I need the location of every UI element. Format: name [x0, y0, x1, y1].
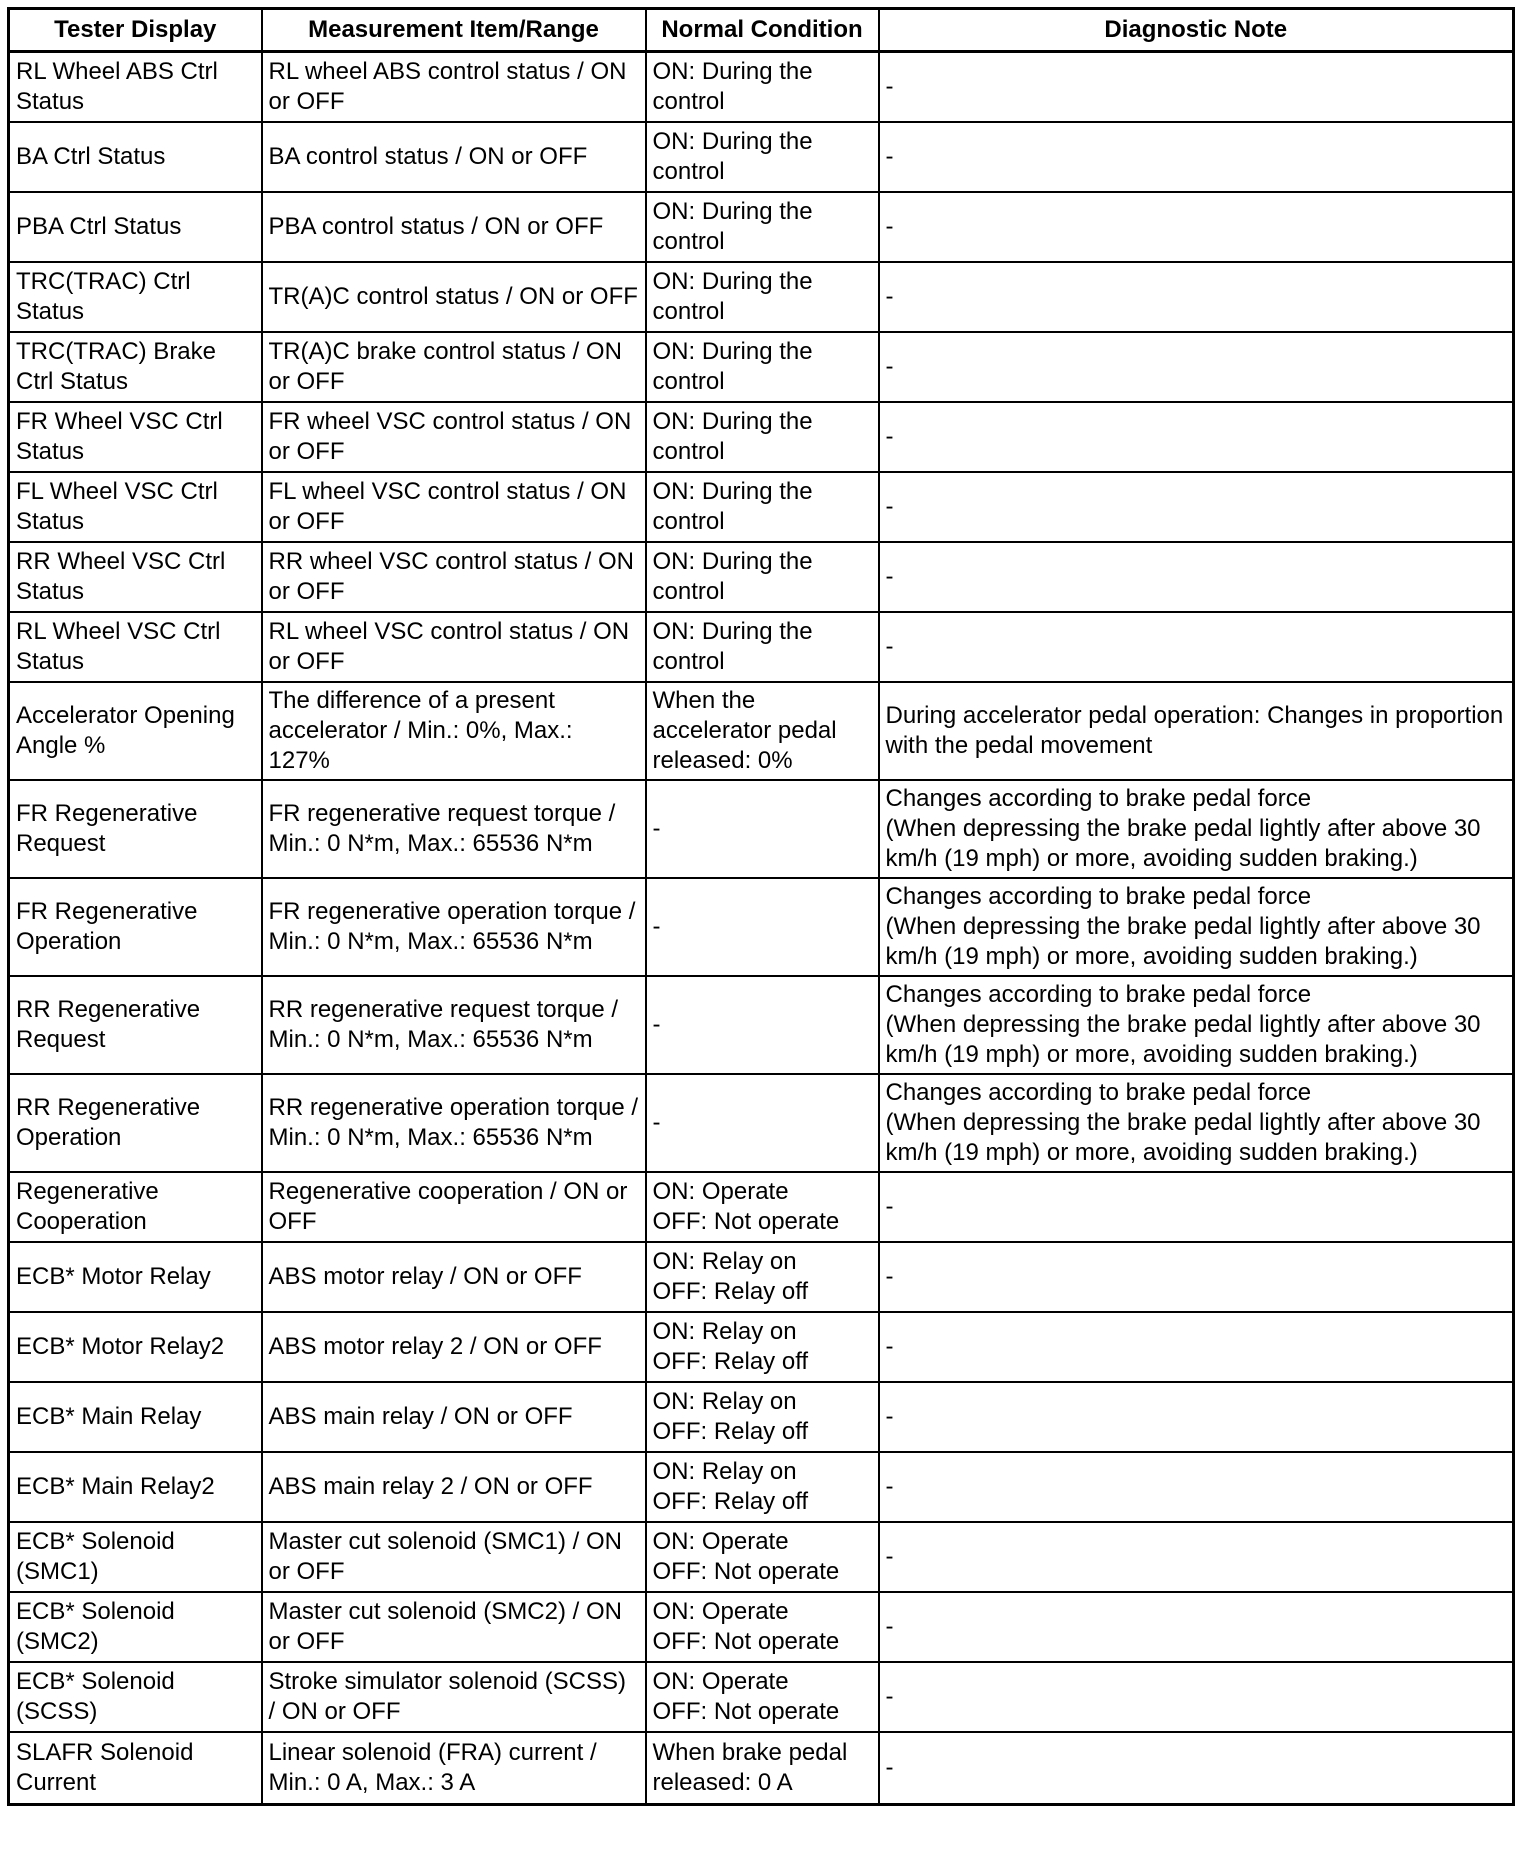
table-row — [9, 1522, 1514, 1592]
cell-diagnostic-note: - — [879, 612, 1514, 682]
table-row — [9, 52, 1514, 123]
header-diagnostic-note: Diagnostic Note — [879, 9, 1514, 52]
cell-normal-condition: - — [646, 976, 879, 1074]
cell-normal-condition: ON: During the control — [646, 122, 879, 192]
table-row — [9, 402, 1514, 472]
cell-tester-display: TRC(TRAC) Ctrl Status — [9, 262, 262, 332]
table-container — [7, 7, 1512, 1806]
cell-tester-display: FR Regenerative Operation — [9, 878, 262, 976]
cell-tester-display: ECB* Main Relay — [9, 1382, 262, 1452]
cell-normal-condition: ON: During the control — [646, 332, 879, 402]
table-row — [9, 1312, 1514, 1382]
data-list-table — [7, 7, 1515, 1806]
table-row — [9, 262, 1514, 332]
cell-diagnostic-note: Changes according to brake pedal force (When depressing the brake pedal lightly after above 30 km/h (19 mph) or more, avoiding sudden braking.) — [879, 878, 1514, 976]
cell-tester-display: RL Wheel VSC Ctrl Status — [9, 612, 262, 682]
cell-diagnostic-note: - — [879, 332, 1514, 402]
table-row — [9, 1242, 1514, 1312]
cell-normal-condition: - — [646, 878, 879, 976]
cell-measurement-item: RL wheel VSC control status / ON or OFF — [262, 612, 646, 682]
cell-diagnostic-note: During accelerator pedal operation: Changes in proportion with the pedal movement — [879, 682, 1514, 780]
cell-diagnostic-note: Changes according to brake pedal force (When depressing the brake pedal lightly after above 30 km/h (19 mph) or more, avoiding sudden braking.) — [879, 780, 1514, 878]
header-normal-condition: Normal Condition — [646, 9, 879, 52]
cell-diagnostic-note: - — [879, 52, 1514, 123]
cell-tester-display: ECB* Solenoid (SMC1) — [9, 1522, 262, 1592]
cell-diagnostic-note: - — [879, 402, 1514, 472]
cell-measurement-item: ABS main relay / ON or OFF — [262, 1382, 646, 1452]
cell-tester-display: ECB* Motor Relay — [9, 1242, 262, 1312]
cell-normal-condition: ON: During the control — [646, 472, 879, 542]
header-measurement-item: Measurement Item/Range — [262, 9, 646, 52]
table-row — [9, 1592, 1514, 1662]
cell-normal-condition: ON: During the control — [646, 612, 879, 682]
cell-tester-display: FR Regenerative Request — [9, 780, 262, 878]
table-row — [9, 612, 1514, 682]
cell-diagnostic-note: - — [879, 262, 1514, 332]
cell-tester-display: RR Regenerative Operation — [9, 1074, 262, 1172]
cell-tester-display: Accelerator Opening Angle % — [9, 682, 262, 780]
table-row — [9, 1172, 1514, 1242]
table-row — [9, 192, 1514, 262]
cell-tester-display: SLAFR Solenoid Current — [9, 1732, 262, 1805]
cell-diagnostic-note: - — [879, 472, 1514, 542]
cell-measurement-item: TR(A)C control status / ON or OFF — [262, 262, 646, 332]
cell-tester-display: TRC(TRAC) Brake Ctrl Status — [9, 332, 262, 402]
table-row — [9, 1382, 1514, 1452]
cell-tester-display: ECB* Solenoid (SCSS) — [9, 1662, 262, 1732]
cell-measurement-item: TR(A)C brake control status / ON or OFF — [262, 332, 646, 402]
cell-tester-display: RL Wheel ABS Ctrl Status — [9, 52, 262, 123]
cell-measurement-item: Master cut solenoid (SMC1) / ON or OFF — [262, 1522, 646, 1592]
cell-normal-condition: When brake pedal released: 0 A — [646, 1732, 879, 1805]
cell-diagnostic-note: - — [879, 1312, 1514, 1382]
cell-measurement-item: RR regenerative request torque / Min.: 0 N*m, Max.: 65536 N*m — [262, 976, 646, 1074]
cell-normal-condition: - — [646, 1074, 879, 1172]
table-row — [9, 976, 1514, 1074]
cell-normal-condition: ON: During the control — [646, 192, 879, 262]
cell-tester-display: ECB* Main Relay2 — [9, 1452, 262, 1522]
cell-measurement-item: RR regenerative operation torque / Min.: 0 N*m, Max.: 65536 N*m — [262, 1074, 646, 1172]
cell-measurement-item: Linear solenoid (FRA) current / Min.: 0 A, Max.: 3 A — [262, 1732, 646, 1805]
cell-diagnostic-note: - — [879, 1522, 1514, 1592]
cell-diagnostic-note: - — [879, 1732, 1514, 1805]
cell-diagnostic-note: - — [879, 1172, 1514, 1242]
cell-diagnostic-note: - — [879, 1662, 1514, 1732]
cell-diagnostic-note: Changes according to brake pedal force (When depressing the brake pedal lightly after above 30 km/h (19 mph) or more, avoiding sudden braking.) — [879, 976, 1514, 1074]
cell-diagnostic-note: - — [879, 1452, 1514, 1522]
cell-tester-display: Regenerative Cooperation — [9, 1172, 262, 1242]
table-row — [9, 472, 1514, 542]
cell-measurement-item: ABS motor relay 2 / ON or OFF — [262, 1312, 646, 1382]
cell-diagnostic-note: - — [879, 542, 1514, 612]
cell-diagnostic-note: - — [879, 1242, 1514, 1312]
cell-tester-display: FL Wheel VSC Ctrl Status — [9, 472, 262, 542]
cell-normal-condition: ON: Operate OFF: Not operate — [646, 1662, 879, 1732]
cell-measurement-item: FR regenerative request torque / Min.: 0 N*m, Max.: 65536 N*m — [262, 780, 646, 878]
cell-tester-display: BA Ctrl Status — [9, 122, 262, 192]
cell-diagnostic-note: Changes according to brake pedal force (When depressing the brake pedal lightly after above 30 km/h (19 mph) or more, avoiding sudden braking.) — [879, 1074, 1514, 1172]
cell-normal-condition: ON: Operate OFF: Not operate — [646, 1592, 879, 1662]
cell-measurement-item: BA control status / ON or OFF — [262, 122, 646, 192]
cell-measurement-item: FL wheel VSC control status / ON or OFF — [262, 472, 646, 542]
cell-normal-condition: ON: During the control — [646, 52, 879, 123]
cell-diagnostic-note: - — [879, 192, 1514, 262]
cell-measurement-item: PBA control status / ON or OFF — [262, 192, 646, 262]
cell-measurement-item: RL wheel ABS control status / ON or OFF — [262, 52, 646, 123]
cell-normal-condition: ON: Relay on OFF: Relay off — [646, 1452, 879, 1522]
cell-tester-display: ECB* Motor Relay2 — [9, 1312, 262, 1382]
table-row — [9, 1662, 1514, 1732]
cell-measurement-item: Stroke simulator solenoid (SCSS) / ON or OFF — [262, 1662, 646, 1732]
cell-measurement-item: The difference of a present accelerator / Min.: 0%, Max.: 127% — [262, 682, 646, 780]
cell-tester-display: ECB* Solenoid (SMC2) — [9, 1592, 262, 1662]
cell-measurement-item: Regenerative cooperation / ON or OFF — [262, 1172, 646, 1242]
header-tester-display: Tester Display — [9, 9, 262, 52]
cell-normal-condition: ON: Relay on OFF: Relay off — [646, 1382, 879, 1452]
cell-tester-display: RR Wheel VSC Ctrl Status — [9, 542, 262, 612]
cell-normal-condition: ON: During the control — [646, 542, 879, 612]
cell-normal-condition: - — [646, 780, 879, 878]
cell-measurement-item: RR wheel VSC control status / ON or OFF — [262, 542, 646, 612]
table-row — [9, 682, 1514, 780]
cell-diagnostic-note: - — [879, 1592, 1514, 1662]
cell-normal-condition: ON: Relay on OFF: Relay off — [646, 1312, 879, 1382]
table-row — [9, 1452, 1514, 1522]
table-row — [9, 878, 1514, 976]
header-row — [9, 9, 1514, 52]
cell-measurement-item: Master cut solenoid (SMC2) / ON or OFF — [262, 1592, 646, 1662]
cell-normal-condition: ON: Operate OFF: Not operate — [646, 1522, 879, 1592]
table-row — [9, 542, 1514, 612]
cell-tester-display: PBA Ctrl Status — [9, 192, 262, 262]
table-row — [9, 780, 1514, 878]
cell-normal-condition: When the accelerator pedal released: 0% — [646, 682, 879, 780]
cell-tester-display: FR Wheel VSC Ctrl Status — [9, 402, 262, 472]
cell-measurement-item: FR wheel VSC control status / ON or OFF — [262, 402, 646, 472]
cell-normal-condition: ON: During the control — [646, 402, 879, 472]
cell-diagnostic-note: - — [879, 1382, 1514, 1452]
cell-normal-condition: ON: Operate OFF: Not operate — [646, 1172, 879, 1242]
cell-measurement-item: FR regenerative operation torque / Min.: 0 N*m, Max.: 65536 N*m — [262, 878, 646, 976]
cell-tester-display: RR Regenerative Request — [9, 976, 262, 1074]
cell-measurement-item: ABS main relay 2 / ON or OFF — [262, 1452, 646, 1522]
table-row — [9, 1074, 1514, 1172]
cell-normal-condition: ON: Relay on OFF: Relay off — [646, 1242, 879, 1312]
cell-diagnostic-note: - — [879, 122, 1514, 192]
table-row — [9, 1732, 1514, 1805]
table-row — [9, 122, 1514, 192]
table-row — [9, 332, 1514, 402]
cell-normal-condition: ON: During the control — [646, 262, 879, 332]
cell-measurement-item: ABS motor relay / ON or OFF — [262, 1242, 646, 1312]
